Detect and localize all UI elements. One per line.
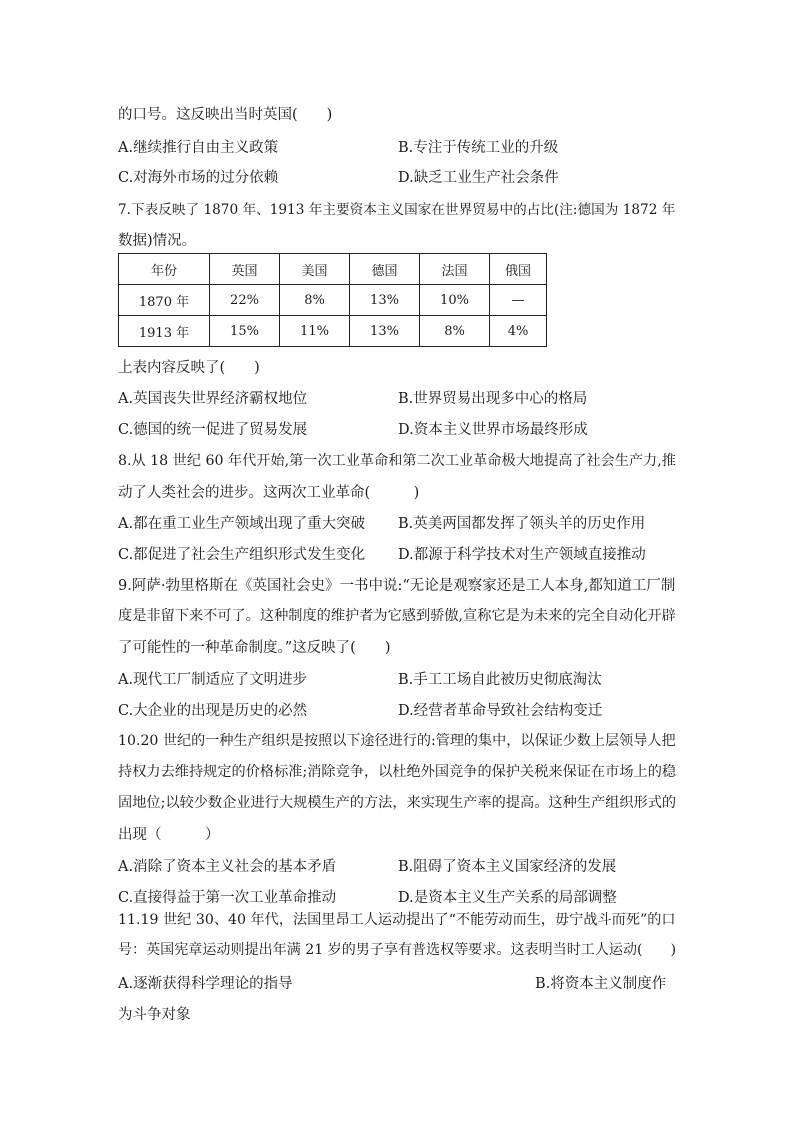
q6-stem: 的口号。这反映出当时英国( ) bbox=[118, 107, 333, 123]
q6-option-d: D.缺乏工业生产社会条件 bbox=[398, 170, 559, 186]
q10-option-b: B.阻碍了资本主义国家经济的发展 bbox=[398, 859, 617, 875]
q7-option-b: B.世界贸易出现多中心的格局 bbox=[398, 391, 588, 407]
table-cell: 8% bbox=[420, 316, 490, 347]
q6-option-c: C.对海外市场的过分依赖 bbox=[118, 170, 279, 186]
q9-stem-line2: 度是非留下来不可了。这种制度的维护者为它感到骄傲,宣称它是为未来的完全自动化开辟 bbox=[118, 608, 676, 624]
q11-option-b: B.将资本主义制度作 bbox=[535, 976, 667, 992]
q7-stem-line2: 数据)情况。 bbox=[118, 233, 197, 249]
q10-option-d: D.是资本主义生产关系的局部调整 bbox=[398, 890, 617, 906]
table-cell: 4% bbox=[490, 316, 547, 347]
q10-option-a: A.消除了资本主义社会的基本矛盾 bbox=[118, 859, 337, 875]
trade-share-table bbox=[118, 253, 547, 347]
table-row bbox=[119, 316, 547, 347]
q6-option-b: B.专注于传统工业的升级 bbox=[398, 140, 559, 156]
table-cell: — bbox=[490, 285, 547, 316]
q10-option-c: C.直接得益于第一次工业革命推动 bbox=[118, 890, 337, 906]
q9-option-b: B.手工工场自此被历史彻底淘汰 bbox=[398, 672, 602, 688]
q9-option-d: D.经营者革命导致社会结构变迁 bbox=[398, 703, 603, 719]
q7-stem-line1: 7.下表反映了 1870 年、1913 年主要资本主义国家在世界贸易中的占比(注:德国为 1872 年 bbox=[118, 202, 676, 218]
table-cell: 15% bbox=[210, 316, 280, 347]
table-header-row bbox=[119, 254, 547, 285]
q8-stem-line2: 动了人类社会的进步。这两次工业革命( ) bbox=[118, 485, 420, 501]
q9-option-c: C.大企业的出现是历史的必然 bbox=[118, 703, 308, 719]
q6-option-a: A.继续推行自由主义政策 bbox=[118, 140, 279, 156]
table-cell: 22% bbox=[210, 285, 280, 316]
q10-stem-line3: 固地位;以较少数企业进行大规模生产的方法，来实现生产率的提高。这种生产组织形式的 bbox=[118, 795, 677, 811]
table-header-cell: 德国 bbox=[350, 254, 420, 285]
table-cell: 11% bbox=[280, 316, 350, 347]
q9-stem-line1: 9.阿萨·勃里格斯在《英国社会史》一书中说:“无论是观察家还是工人本身,都知道工厂制 bbox=[118, 578, 676, 594]
q9-option-a: A.现代工厂制适应了文明进步 bbox=[118, 672, 308, 688]
q8-option-d: D.都源于科学技术对生产领域直接推动 bbox=[398, 547, 646, 563]
table-cell: 10% bbox=[420, 285, 490, 316]
table-cell: 1913 年 bbox=[119, 316, 210, 347]
q8-stem-line1: 8.从 18 世纪 60 年代开始,第一次工业革命和第二次工业革命极大地提高了社会生产力,推 bbox=[118, 453, 676, 469]
q11-option-b-continued: 为斗争对象 bbox=[118, 1007, 191, 1023]
q10-stem-line4: 出现（ ） bbox=[118, 827, 220, 843]
table-header-cell: 法国 bbox=[420, 254, 490, 285]
q8-option-c: C.都促进了社会生产组织形式发生变化 bbox=[118, 547, 366, 563]
table-header-cell: 年份 bbox=[119, 254, 210, 285]
q11-stem-line1: 11.19 世纪 30、40 年代，法国里昂工人运动提出了“不能劳动而生，毋宁战斗而死”的口 bbox=[118, 912, 676, 928]
table-cell: 13% bbox=[350, 285, 420, 316]
table-row bbox=[119, 285, 547, 316]
q10-stem-line1: 10.20 世纪的一种生产组织是按照以下途径进行的:管理的集中，以保证少数上层领导人把 bbox=[118, 733, 676, 749]
table-header-cell: 美国 bbox=[280, 254, 350, 285]
q9-stem-line3: 了可能性的一种革命制度。”这反映了( ) bbox=[118, 640, 391, 656]
table-cell: 1870 年 bbox=[119, 285, 210, 316]
q8-option-b: B.英美两国都发挥了领头羊的历史作用 bbox=[398, 516, 646, 532]
q11-option-a: A.逐渐获得科学理论的指导 bbox=[118, 976, 293, 992]
q7-question: 上表内容反映了( ) bbox=[118, 360, 260, 376]
table-header-cell: 俄国 bbox=[490, 254, 547, 285]
table-cell: 8% bbox=[280, 285, 350, 316]
table-cell: 13% bbox=[350, 316, 420, 347]
q7-option-a: A.英国丧失世界经济霸权地位 bbox=[118, 391, 308, 407]
table-header-cell: 英国 bbox=[210, 254, 280, 285]
q7-option-c: C.德国的统一促进了贸易发展 bbox=[118, 422, 308, 438]
q8-option-a: A.都在重工业生产领域出现了重大突破 bbox=[118, 516, 366, 532]
q11-stem-line2: 号：英国宪章运动则提出年满 21 岁的男子享有普选权等要求。这表明当时工人运动( ) bbox=[118, 942, 677, 958]
q10-stem-line2: 持权力去维持规定的价格标准;消除竞争，以杜绝外国竞争的保护关税来保证在市场上的稳 bbox=[118, 764, 677, 780]
q7-option-d: D.资本主义世界市场最终形成 bbox=[398, 422, 588, 438]
